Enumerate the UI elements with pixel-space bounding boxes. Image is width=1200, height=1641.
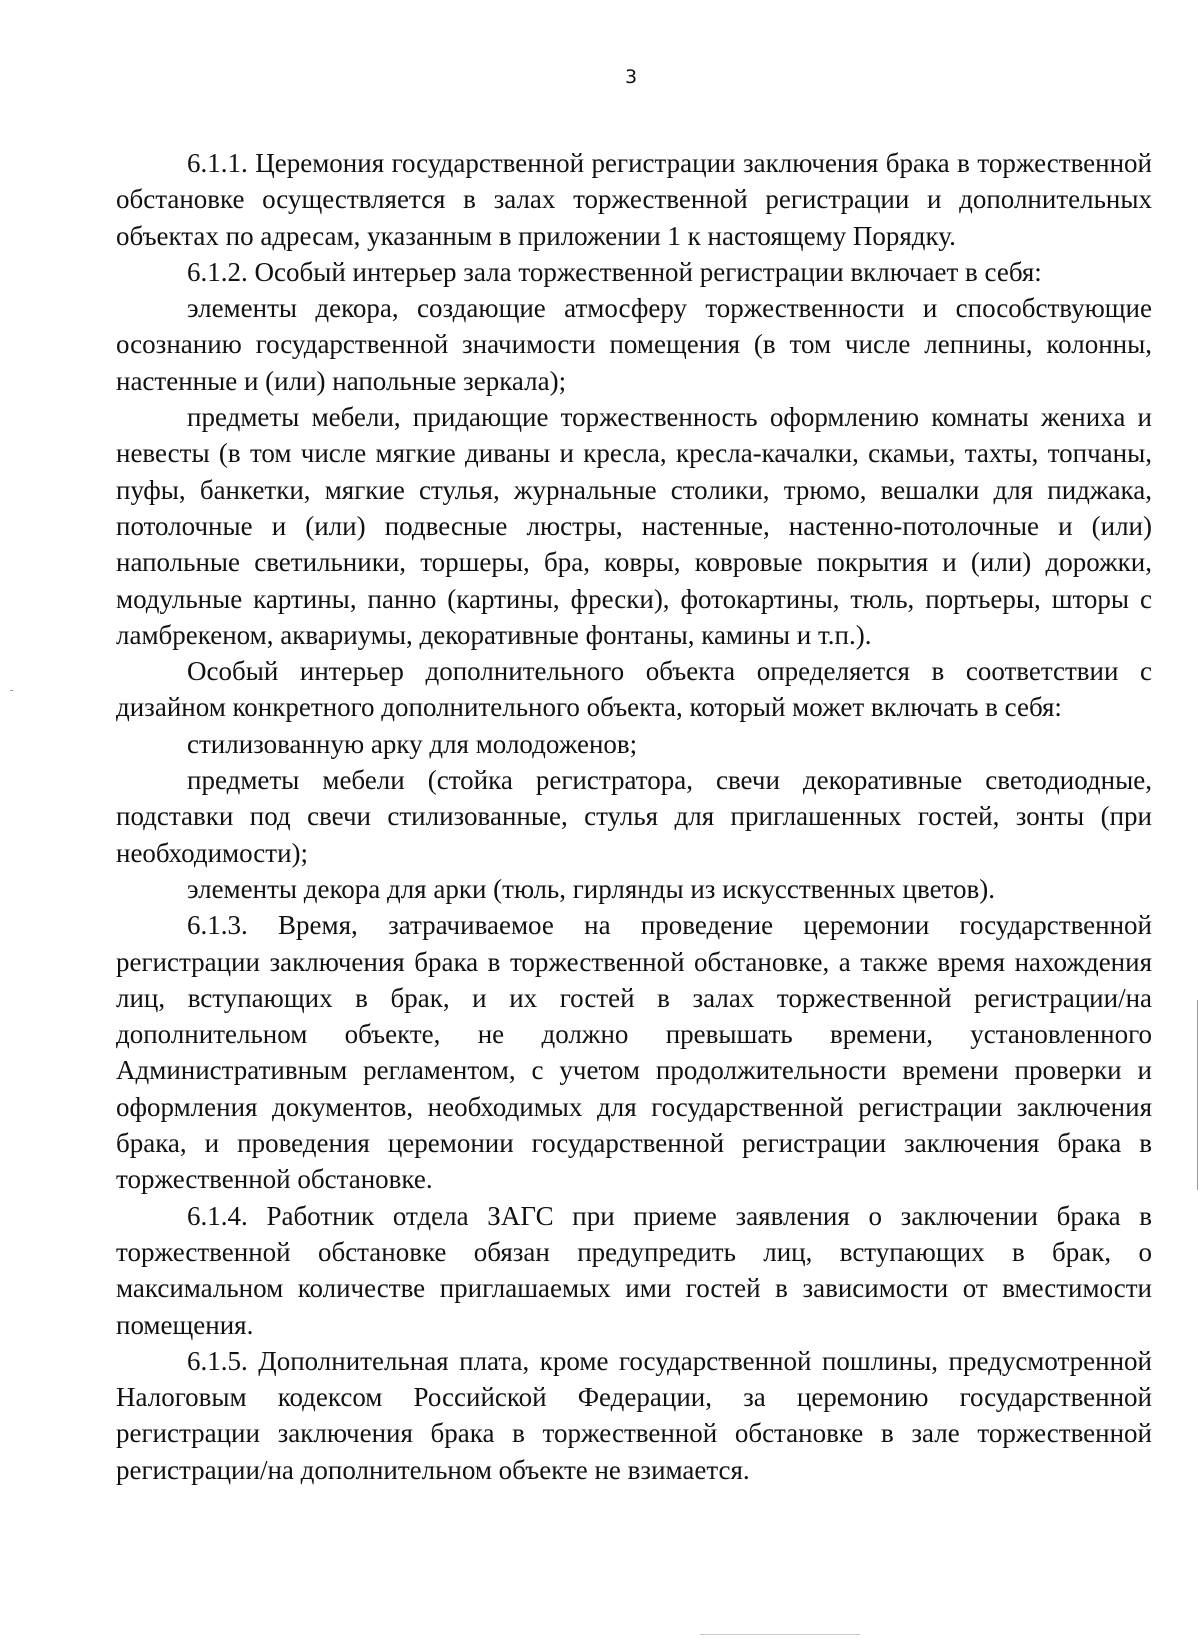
scan-edge-mark-left bbox=[10, 690, 13, 691]
paragraph-furniture: предметы мебели, придающие торжественность оформлению комнаты жениха и невесты (в том числе мягкие диваны и кресла, кресла-качалки, скамьи, тахты, топчаны, пуфы, банкетки, мягкие стулья, журнальные столики, трюмо, вешалки для пиджака, потолочные и (или) подвесные люстры, настенные, настенно-потолочные и (или) напольные светильники, торшеры, бра, ковры, ковровые покрытия и (или) дорожки, модульные картины, панно (картины, фрески), фотокартины, тюль, портьеры, шторы с ламбрекеном, аквариумы, декоративные фонтаны, камины и т.п.). bbox=[116, 402, 1152, 650]
scan-edge-mark-right bbox=[1197, 1000, 1198, 1190]
paragraph-6-1-4: 6.1.4. Работник отдела ЗАГС при приеме заявления о заключении брака в торжественной обстановке обязан предупредить лиц, вступающих в брак, о максимальном количестве приглашаемых ими гостей в зависимости от вместимости помещения. bbox=[116, 1200, 1152, 1340]
page-number: 3 bbox=[624, 66, 638, 88]
paragraph-additional-object: Особый интерьер дополнительного объекта определяется в соответствии с дизайном конкретного дополнительного объекта, который может включать в себя: bbox=[116, 656, 1152, 723]
paragraph-6-1-3: 6.1.3. Время, затрачиваемое на проведение церемонии государственной регистрации заключения брака в торжественной обстановке, а также время нахождения лиц, вступающих в брак, и их гостей в залах торжественной регистрации/на дополнительном объекте, не должно превышать времени, установленного Административным регламентом, с учетом продолжительности времени проверки и оформления документов, необходимых для государственной регистрации заключения брака, и проведения церемонии государственной регистрации заключения брака в торжественной обстановке. bbox=[116, 910, 1152, 1195]
paragraph-6-1-5: 6.1.5. Дополнительная плата, кроме государственной пошлины, предусмотренной Налоговым кодексом Российской Федерации, за церемонию государственной регистрации заключения брака в торжественной обстановке в зале торжественной регистрации/на дополнительном объекте не взимается. bbox=[116, 1345, 1152, 1485]
paragraph-6-1-2: 6.1.2. Особый интерьер зала торжественной регистрации включает в себя: bbox=[187, 256, 1042, 287]
paragraph-object-furniture: предметы мебели (стойка регистратора, свечи декоративные светодиодные, подставки под свечи стилизованные, стулья для приглашенных гостей, зонты (при необходимости); bbox=[116, 765, 1152, 868]
paragraph-arch-decor: элементы декора для арки (тюль, гирлянды из искусственных цветов). bbox=[187, 873, 995, 904]
document-body bbox=[116, 145, 1152, 1488]
paragraph-decor-elements: элементы декора, создающие атмосферу торжественности и способствующие осознанию государственной значимости помещения (в том числе лепнины, колонны, настенные и (или) напольные зеркала); bbox=[116, 293, 1152, 396]
paragraph-6-1-1: 6.1.1. Церемония государственной регистрации заключения брака в торжественной обстановке осуществляется в залах торжественной регистрации и дополнительных объектах по адресам, указанным в приложении 1 к настоящему Порядку. bbox=[116, 148, 1152, 251]
scan-bottom-mark bbox=[700, 1634, 860, 1635]
paragraph-arch: стилизованную арку для молодоженов; bbox=[187, 728, 638, 759]
